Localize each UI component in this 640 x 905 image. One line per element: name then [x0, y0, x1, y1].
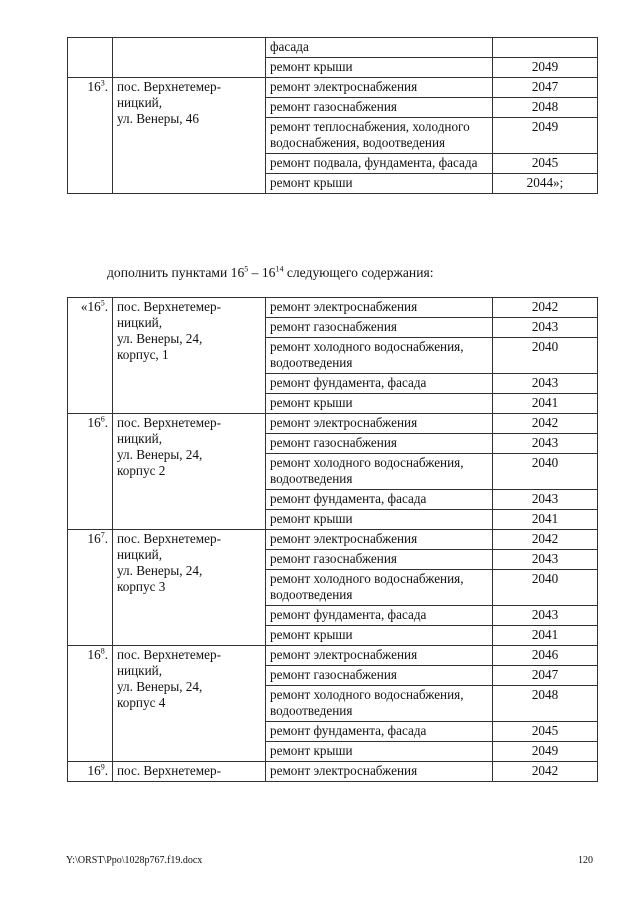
item-number: 16 [87, 531, 101, 546]
item-number: «16 [80, 299, 101, 314]
year-cell: 2043 [493, 490, 598, 510]
year-cell: 2041 [493, 510, 598, 530]
table-row [68, 646, 598, 666]
table-row [68, 38, 598, 58]
item-number: 16 [87, 763, 101, 778]
year-cell: 2043 [493, 550, 598, 570]
table-row [68, 298, 598, 318]
item-number-dot: . [104, 79, 108, 94]
work-type-cell: фасада [266, 38, 493, 58]
address-cell: пос. Верхнетемер- ницкий, ул. Венеры, 24, корпус 3 [113, 530, 266, 646]
item-number-cell [68, 78, 113, 194]
address-cell: пос. Верхнетемер- ницкий, ул. Венеры, 24, корпус, 1 [113, 298, 266, 414]
year-cell: 2043 [493, 606, 598, 626]
work-type-cell: ремонт крыши [266, 58, 493, 78]
year-cell: 2048 [493, 686, 598, 722]
work-type-cell: ремонт электроснабжения [266, 530, 493, 550]
year-cell: 2040 [493, 338, 598, 374]
item-number-cell [68, 762, 113, 782]
item-number-superscript: 6 [100, 414, 105, 424]
page-number: 120 [578, 855, 593, 866]
table-row [68, 78, 598, 98]
intro-text-before: дополнить пунктами 16 [107, 265, 245, 280]
item-number-dot: . [104, 647, 108, 662]
year-cell: 2047 [493, 78, 598, 98]
year-cell: 2043 [493, 374, 598, 394]
work-type-cell: ремонт электроснабжения [266, 78, 493, 98]
year-cell: 2043 [493, 434, 598, 454]
item-number-cell [68, 298, 113, 414]
year-cell: 2049 [493, 742, 598, 762]
item-number-dot: . [104, 763, 108, 778]
year-cell: 2045 [493, 154, 598, 174]
year-cell: 2042 [493, 530, 598, 550]
address-cell: пос. Верхнетемер- ницкий, ул. Венеры, 24, корпус 4 [113, 646, 266, 762]
address-cell: пос. Верхнетемер- ницкий, ул. Венеры, 24, корпус 2 [113, 414, 266, 530]
year-cell: 2042 [493, 298, 598, 318]
item-number: 16 [87, 647, 101, 662]
item-number-cell [68, 646, 113, 762]
item-number-dot: . [104, 531, 108, 546]
work-type-cell: ремонт холодного водоснабжения, водоотведения [266, 338, 493, 374]
year-cell: 2040 [493, 570, 598, 606]
item-number-dot: . [104, 299, 108, 314]
work-type-cell: ремонт крыши [266, 626, 493, 646]
item-number-superscript: 9 [100, 762, 105, 772]
year-cell: 2049 [493, 58, 598, 78]
work-type-cell: ремонт газоснабжения [266, 666, 493, 686]
year-cell: 2049 [493, 118, 598, 154]
year-cell: 2042 [493, 762, 598, 782]
work-type-cell: ремонт фундамента, фасада [266, 490, 493, 510]
table-row [68, 414, 598, 434]
intro-text-after: следующего содержания: [283, 265, 434, 280]
year-cell: 2046 [493, 646, 598, 666]
work-type-cell: ремонт подвала, фундамента, фасада [266, 154, 493, 174]
intro-paragraph [107, 265, 434, 281]
work-type-cell: ремонт холодного водоснабжения, водоотведения [266, 570, 493, 606]
item-number-superscript: 7 [100, 530, 105, 540]
work-type-cell: ремонт крыши [266, 742, 493, 762]
year-cell: 2048 [493, 98, 598, 118]
work-type-cell: ремонт фундамента, фасада [266, 722, 493, 742]
address-cell: пос. Верхнетемер- ницкий, ул. Венеры, 46 [113, 78, 266, 194]
item-number-cell [68, 38, 113, 78]
work-type-cell: ремонт теплоснабжения, холодного водоснабжения, водоотведения [266, 118, 493, 154]
work-type-cell: ремонт холодного водоснабжения, водоотведения [266, 454, 493, 490]
work-type-cell: ремонт газоснабжения [266, 98, 493, 118]
schedule-table-continued [67, 37, 598, 194]
year-cell [493, 38, 598, 58]
year-cell: 2047 [493, 666, 598, 686]
item-number: 16 [87, 79, 101, 94]
work-type-cell: ремонт газоснабжения [266, 318, 493, 338]
item-number: 16 [87, 415, 101, 430]
address-cell [113, 38, 266, 78]
work-type-cell: ремонт электроснабжения [266, 298, 493, 318]
table-body [68, 298, 598, 782]
year-cell: 2045 [493, 722, 598, 742]
work-type-cell: ремонт холодного водоснабжения, водоотведения [266, 686, 493, 722]
work-type-cell: ремонт электроснабжения [266, 762, 493, 782]
work-type-cell: ремонт электроснабжения [266, 414, 493, 434]
table-body [68, 38, 598, 194]
work-type-cell: ремонт крыши [266, 510, 493, 530]
item-number-superscript: 8 [100, 646, 105, 656]
intro-sup-end: 14 [275, 264, 284, 274]
schedule-table-new-items [67, 297, 598, 782]
item-number-cell [68, 414, 113, 530]
work-type-cell: ремонт газоснабжения [266, 434, 493, 454]
year-cell: 2043 [493, 318, 598, 338]
year-cell: 2041 [493, 626, 598, 646]
year-cell: 2044»; [493, 174, 598, 194]
intro-sup-start: 5 [244, 264, 249, 274]
work-type-cell: ремонт электроснабжения [266, 646, 493, 666]
year-cell: 2042 [493, 414, 598, 434]
work-type-cell: ремонт фундамента, фасада [266, 606, 493, 626]
year-cell: 2040 [493, 454, 598, 490]
item-number-superscript: 5 [100, 298, 105, 308]
work-type-cell: ремонт крыши [266, 174, 493, 194]
work-type-cell: ремонт крыши [266, 394, 493, 414]
item-number-dot: . [104, 415, 108, 430]
table-row [68, 762, 598, 782]
year-cell: 2041 [493, 394, 598, 414]
item-number-superscript: 3 [100, 78, 105, 88]
intro-text-middle: – 16 [248, 265, 276, 280]
work-type-cell: ремонт газоснабжения [266, 550, 493, 570]
address-cell: пос. Верхнетемер- [113, 762, 266, 782]
work-type-cell: ремонт фундамента, фасада [266, 374, 493, 394]
footer-file-path: Y:\ORST\Ppo\1028p767.f19.docx [66, 855, 203, 866]
table-row [68, 530, 598, 550]
item-number-cell [68, 530, 113, 646]
